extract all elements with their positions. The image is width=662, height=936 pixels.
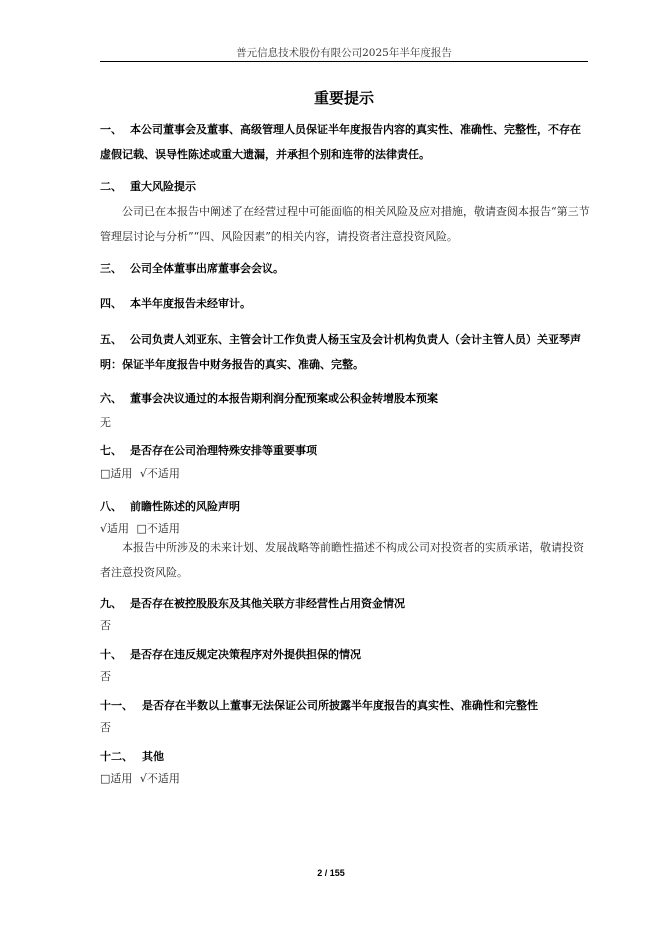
section-heading: 公司负责人刘亚东、主管会计工作负责人杨玉宝及会计机构负责人（会计主管人员）关亚琴声明：保证半年度报告中财务报告的真实、准确、完整。 (100, 333, 581, 371)
option-applicable: □适用 (100, 467, 133, 480)
section-heading: 公司全体董事出席董事会会议。 (130, 262, 284, 275)
option-applicable: □适用 (100, 772, 133, 785)
section-2 (100, 174, 590, 199)
option-not-applicable: √不适用 (139, 772, 180, 785)
section-heading: 本公司董事会及董事、高级管理人员保证半年度报告内容的真实性、准确性、完整性，不存在虚假记载、误导性陈述或重大遗漏，并承担个别和连带的法律责任。 (100, 123, 581, 161)
section-6 (100, 386, 590, 411)
page-number: 2 / 155 (317, 868, 345, 878)
section-5 (100, 327, 590, 377)
section-number: 四、 (100, 297, 122, 310)
section-10-answer: 否 (100, 670, 111, 683)
section-1 (100, 117, 590, 167)
section-6-answer: 无 (100, 416, 111, 429)
section-number: 十一、 (100, 699, 133, 712)
section-number: 六、 (100, 392, 122, 405)
section-heading: 其他 (142, 750, 164, 763)
section-heading: 是否存在公司治理特殊安排等重要事项 (130, 444, 317, 457)
section-number: 七、 (100, 444, 122, 457)
section-number: 一、 (100, 123, 122, 136)
section-heading: 是否存在被控股股东及其他关联方非经营性占用资金情况 (130, 597, 405, 610)
page-header: 普元信息技术股份有限公司2025年半年度报告 (236, 47, 452, 59)
section-7 (100, 438, 590, 463)
section-11-answer: 否 (100, 721, 111, 734)
section-heading: 前瞻性陈述的风险声明 (130, 500, 240, 513)
section-number: 三、 (100, 262, 122, 275)
section-number: 二、 (100, 180, 122, 193)
section-number: 八、 (100, 500, 122, 513)
risk-notice-text: 公司已在本报告中阐述了在经营过程中可能面临的相关风险及应对措施，敬请查阅本报告“第三节 管理层讨论与分析”“四、风险因素”的相关内容，请投资者注意投资风险。 (100, 205, 590, 243)
section-4 (100, 291, 590, 316)
section-heading: 是否存在半数以上董事无法保证公司所披露半年度报告的真实性、准确性和完整性 (142, 699, 538, 712)
section-number: 十、 (100, 648, 122, 661)
option-not-applicable: √不适用 (139, 467, 180, 480)
option-applicable: √适用 (100, 522, 130, 535)
section-number: 九、 (100, 597, 122, 610)
page-title: 重要提示 (313, 89, 374, 107)
forward-looking-statement-text: 本报告中所涉及的未来计划、发展战略等前瞻性描述不构成公司对投资者的实质承诺，敬请投资者注意投资风险。 (100, 541, 584, 579)
section-12-options (100, 766, 590, 791)
section-heading: 本半年度报告未经审计。 (130, 297, 251, 310)
option-not-applicable: □不适用 (136, 522, 180, 535)
section-7-options (100, 461, 590, 486)
section-3 (100, 256, 590, 281)
section-heading: 董事会决议通过的本报告期利润分配预案或公积金转增股本预案 (130, 392, 438, 405)
section-number: 五、 (100, 333, 122, 346)
section-heading: 是否存在违反规定决策程序对外提供担保的情况 (130, 648, 361, 661)
section-9-answer: 否 (100, 619, 111, 632)
section-heading: 重大风险提示 (130, 180, 196, 193)
header-divider (100, 61, 588, 62)
section-number: 十二、 (100, 750, 133, 763)
